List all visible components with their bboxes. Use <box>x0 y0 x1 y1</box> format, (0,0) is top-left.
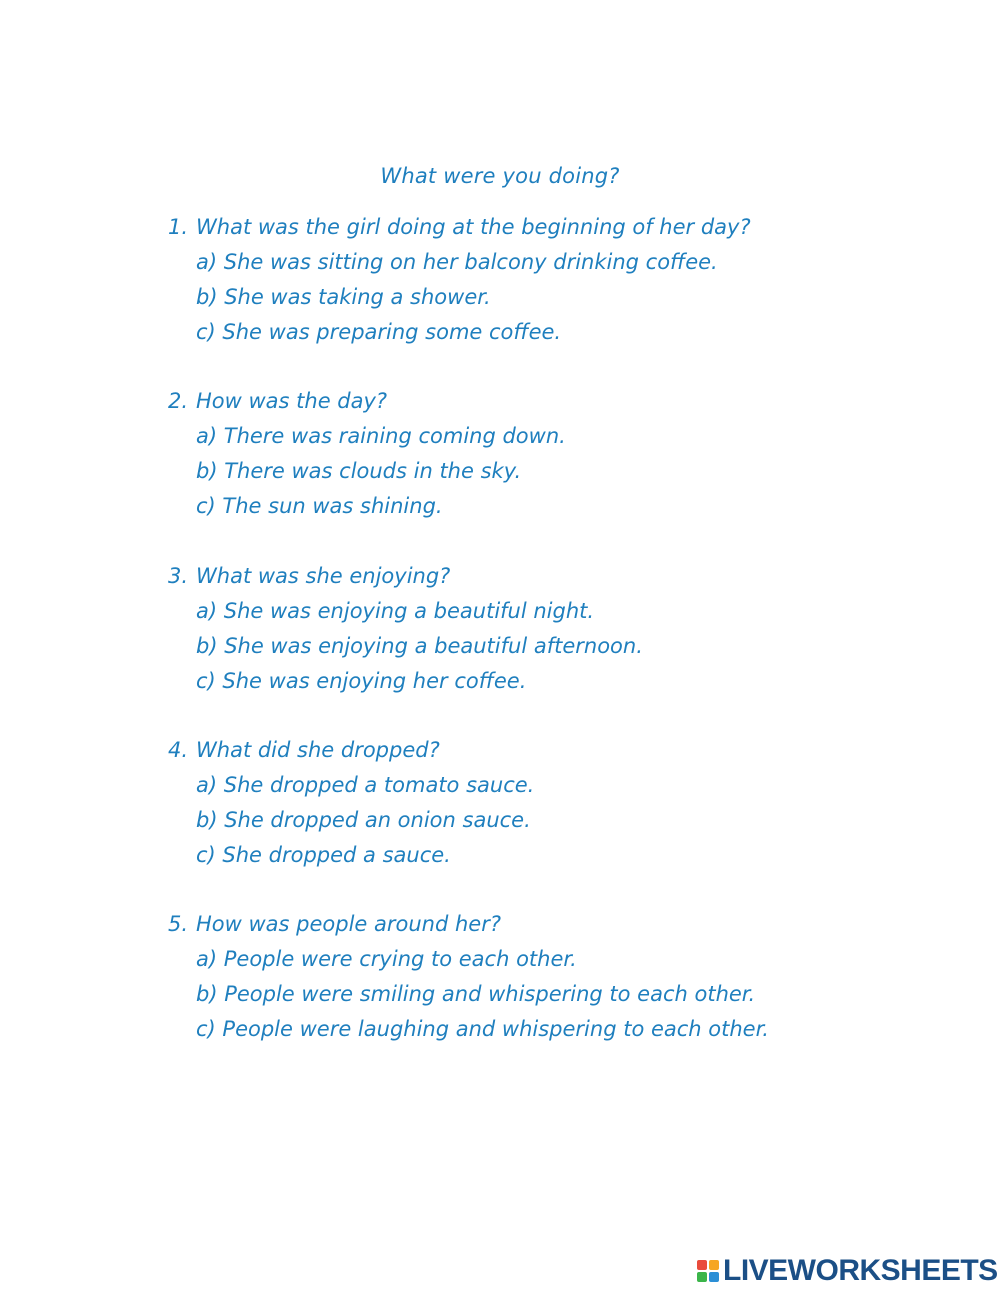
worksheet-title: What were you doing? <box>380 164 620 188</box>
question-5 <box>168 907 868 1047</box>
question-prompt: How was people around her? <box>196 912 501 936</box>
question-2 <box>168 384 868 524</box>
answer-option[interactable]: c) She was enjoying her coffee. <box>196 669 527 693</box>
question-text <box>168 559 868 594</box>
question-3 <box>168 559 868 699</box>
logo-square-orange <box>709 1260 719 1270</box>
answer-option[interactable]: b) She dropped an onion sauce. <box>196 808 531 832</box>
question-number: 5. <box>168 912 189 936</box>
answer-option[interactable]: c) She dropped a sauce. <box>196 843 451 867</box>
logo-square-red <box>697 1260 707 1270</box>
question-prompt: What did she dropped? <box>196 738 440 762</box>
logo-mark-icon <box>697 1260 719 1282</box>
question-number: 2. <box>168 389 189 413</box>
question-1 <box>168 210 868 350</box>
question-prompt: What was the girl doing at the beginning of her day? <box>196 215 751 239</box>
question-text <box>168 733 868 768</box>
question-4 <box>168 733 868 873</box>
answer-option[interactable]: b) She was taking a shower. <box>196 285 491 309</box>
question-prompt: What was she enjoying? <box>196 564 451 588</box>
logo-square-green <box>697 1272 707 1282</box>
question-text <box>168 384 868 419</box>
question-number: 1. <box>168 215 189 239</box>
answer-option[interactable]: a) She was sitting on her balcony drinking coffee. <box>196 250 718 274</box>
answer-option[interactable]: c) She was preparing some coffee. <box>196 320 562 344</box>
answer-option[interactable]: a) She was enjoying a beautiful night. <box>196 599 595 623</box>
answer-option[interactable]: a) There was raining coming down. <box>196 424 566 448</box>
answer-option[interactable]: a) She dropped a tomato sauce. <box>196 773 535 797</box>
answer-option[interactable]: b) People were smiling and whispering to each other. <box>196 982 756 1006</box>
question-number: 3. <box>168 564 189 588</box>
answer-option[interactable]: b) There was clouds in the sky. <box>196 459 522 483</box>
answer-option[interactable]: c) The sun was shining. <box>196 494 443 518</box>
question-number: 4. <box>168 738 189 762</box>
question-prompt: How was the day? <box>196 389 388 413</box>
answer-option[interactable]: c) People were laughing and whispering to each other. <box>196 1017 769 1041</box>
answer-option[interactable]: a) People were crying to each other. <box>196 947 577 971</box>
liveworksheets-logo <box>697 1254 998 1288</box>
logo-square-blue <box>709 1272 719 1282</box>
logo-text: LIVEWORKSHEETS <box>723 1254 998 1287</box>
question-text <box>168 907 868 942</box>
question-text <box>168 210 868 245</box>
answer-option[interactable]: b) She was enjoying a beautiful afternoon. <box>196 634 643 658</box>
